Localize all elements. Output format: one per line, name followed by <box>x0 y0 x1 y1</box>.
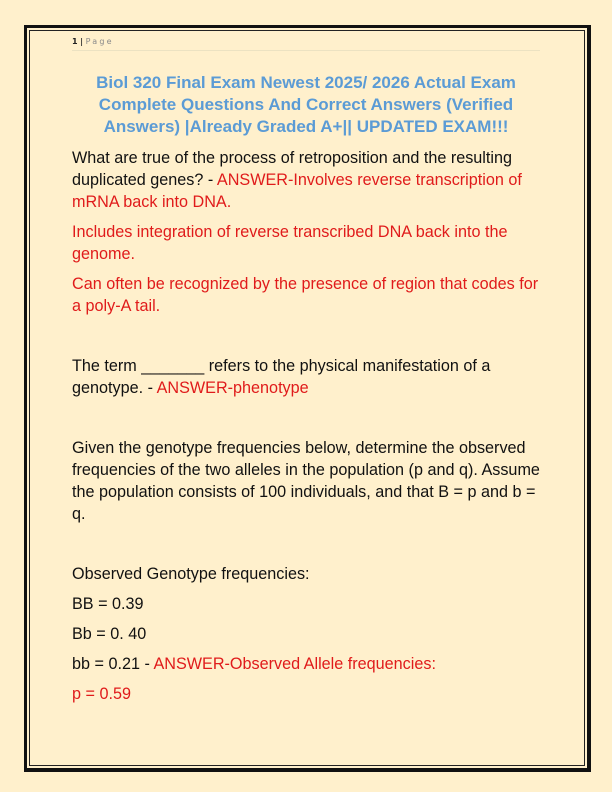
answer-continuation: Includes integration of reverse transcribed DNA back into the genome. <box>72 223 508 263</box>
page-header <box>72 36 540 51</box>
genotype-bb-upper: BB = 0.39 <box>72 595 144 613</box>
document-body <box>72 147 542 705</box>
question-2 <box>72 355 542 399</box>
genotype-bb-hetero: Bb = 0. 40 <box>72 625 147 643</box>
answer-text: ANSWER-phenotype <box>156 379 309 397</box>
genotype-text: bb = 0.21 - <box>72 655 154 673</box>
page-number: 1 <box>72 37 78 46</box>
answer-text: ANSWER-Observed Allele frequencies: <box>153 655 436 673</box>
observed-heading: Observed Genotype frequencies: <box>72 565 310 583</box>
title-line-2: Complete Questions And Correct Answers (Verified <box>98 95 514 114</box>
genotype-bb-lower <box>72 653 542 675</box>
title-line-3: Answers) |Already Graded A+|| UPDATED EXAM!!! <box>103 117 509 136</box>
answer-text: ANSWER-Involves reverse transcription of mRNA back into DNA. <box>72 171 522 211</box>
question-text: What are true of the process of retroposition and the resulting duplicated genes? - <box>72 149 513 189</box>
question-1 <box>72 147 542 213</box>
document-title <box>72 72 540 138</box>
title-line-1: Biol 320 Final Exam Newest 2025/ 2026 Actual Exam <box>96 73 516 92</box>
answer-continuation: Can often be recognized by the presence of region that codes for a poly-A tail. <box>72 275 539 315</box>
header-separator: | <box>80 37 84 46</box>
question-3: Given the genotype frequencies below, determine the observed frequencies of the two alleles in the population (p and q). Assume the population consists of 100 individuals, and that B = p and b = q. <box>72 439 540 523</box>
answer-p-value: p = 0.59 <box>72 685 131 703</box>
page-label: Page <box>85 37 114 46</box>
question-text: The term _______ refers to the physical manifestation of a genotype. - <box>72 357 491 397</box>
